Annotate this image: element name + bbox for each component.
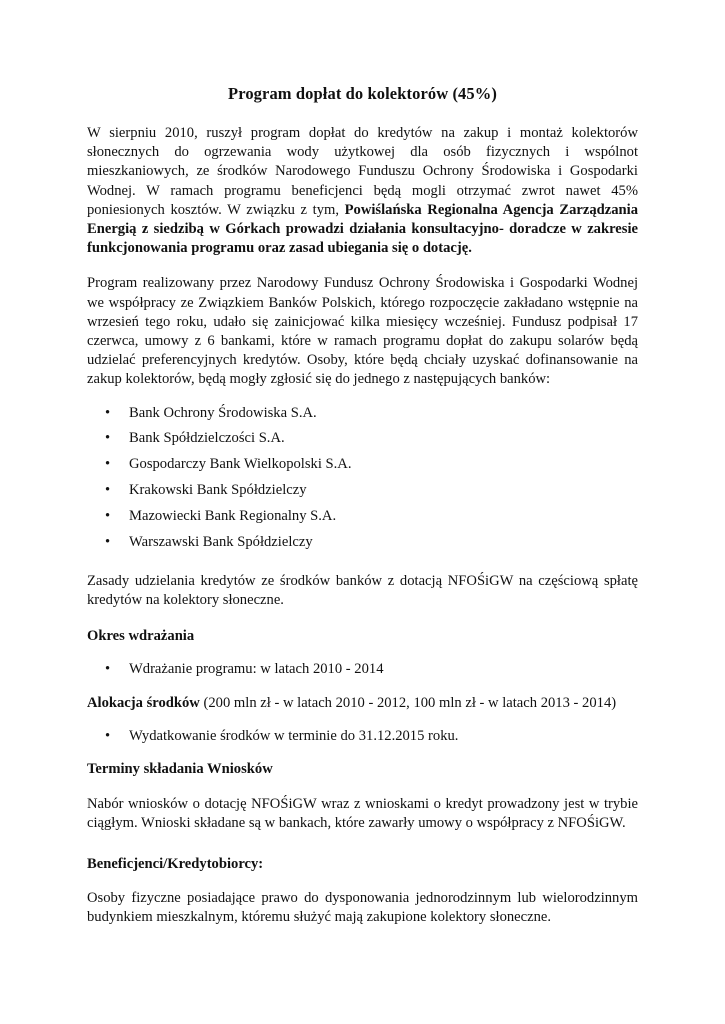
deadlines-paragraph: Nabór wniosków o dotację NFOŚiGW wraz z wnioskami o kredyt prowadzony jest w trybie ciągłym. Wnioski składane są w bankach, które zawarły umowy o współpracy z NFOŚiGW. <box>87 796 638 832</box>
list-item-bank: • Krakowski Bank Spółdzielczy <box>87 481 638 500</box>
list-item-allocation: • Wydatkowanie środków w terminie do 31.12.2015 roku. <box>87 727 638 746</box>
document-title: Program dopłat do kolektorów (45%) <box>228 84 497 103</box>
list-item-bank: • Bank Spółdzielczości S.A. <box>87 429 638 448</box>
intro-paragraph <box>87 124 638 258</box>
section-heading-deadlines: Terminy składania Wniosków <box>87 761 273 778</box>
list-item-period: • Wdrażanie programu: w latach 2010 - 2014 <box>87 660 638 679</box>
list-item-bank: • Gospodarczy Bank Wielkopolski S.A. <box>87 455 638 474</box>
allocation-detail: (200 mln zł - w latach 2010 - 2012, 100 mln zł - w latach 2013 - 2014) <box>199 694 617 711</box>
period-list <box>87 660 638 679</box>
allocation-list <box>87 727 638 746</box>
section-heading-period: Okres wdrażania <box>87 628 195 645</box>
intro-bold-text: Powiślańska Regionalna Agencja Zarządzania Energią z siedzibą w Górkach prowadzi działania konsultacyjno- doradcze w zakresie funkcjonowania programu oraz zasad ubiegania się o dotację. <box>87 201 638 257</box>
list-item-bank: • Bank Ochrony Środowiska S.A. <box>87 404 638 423</box>
list-item-bank: • Mazowiecki Bank Regionalny S.A. <box>87 507 638 526</box>
intro-text: W sierpniu 2010, ruszył program dopłat do kredytów na zakup i montaż kolektorów słonecznych do ogrzewania wody użytkowej dla osób fizycznych i wspólnot mieszkaniowych, ze środków Narodowego Funduszu Ochrony Środowiska i Gospodarki Wodnej. W ramach programu beneficjenci będą mogli otrzymać zwrot nawet 45% poniesionych kosztów. W związku z tym, <box>87 125 638 218</box>
rules-paragraph: Zasady udzielania kredytów ze środków banków z dotacją NFOŚiGW na częściową spłatę kredytów na kolektory słoneczne. <box>87 572 638 609</box>
list-item-bank: • Warszawski Bank Spółdzielczy <box>87 533 638 552</box>
bank-list <box>87 404 638 552</box>
section-heading-allocation: Alokacja środków <box>87 694 200 711</box>
section-heading-beneficiaries: Beneficjenci/Kredytobiorcy: <box>87 855 264 872</box>
program-paragraph: Program realizowany przez Narodowy Fundusz Ochrony Środowiska i Gospodarki Wodnej we współpracy ze Związkiem Banków Polskich, którego rozpoczęcie zakładano wstępnie na wrzesień tego roku, udało się zainicjować kilka miesięcy wcześniej. Fundusz podpisał 17 czerwca, umowy z 6 bankami, które w ramach programu dopłat do zakupu solarów będą udzielać preferencyjnych kredytów. Osoby, które będą chciały uzyskać dofinansowanie na zakup kolektorów, będą mogły zgłosić się do jednego z następujących banków: <box>87 275 638 388</box>
beneficiaries-paragraph: Osoby fizyczne posiadające prawo do dysponowania jednorodzinnym lub wielorodzinnym budynkiem mieszkalnym, któremu służyć mają zakupione kolektory słoneczne. <box>87 889 638 926</box>
allocation-paragraph <box>87 694 638 713</box>
